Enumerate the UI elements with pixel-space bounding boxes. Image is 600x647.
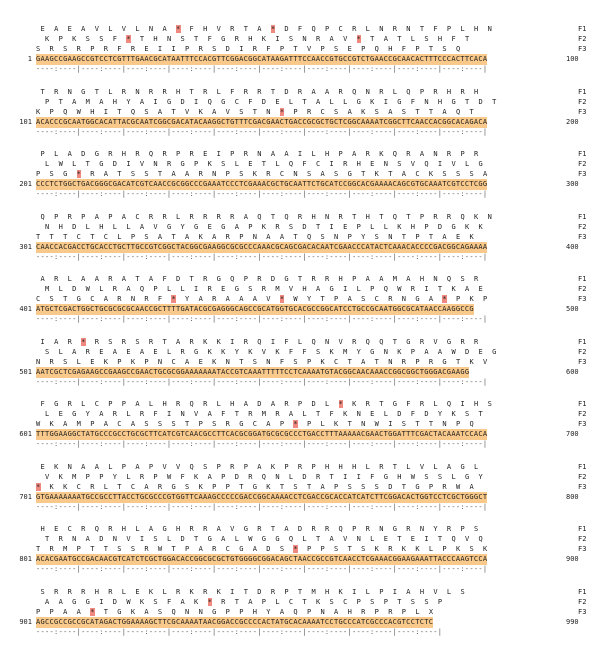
- translation-f1: F G R L C P P A L H R Q R L H A D A R P D L * K R T G F R L Q I H S: [40, 400, 493, 408]
- frame-label-f2: F2: [578, 410, 587, 418]
- sequence-block: [0, 524, 600, 584]
- end-position: 800: [566, 492, 579, 501]
- end-position: 900: [566, 555, 579, 563]
- end-position: 700: [566, 430, 579, 438]
- translation-f2: M L D W L R A Q P L L I R E G S R M V H A G I L P Q W R I T K A E: [45, 285, 484, 293]
- ruler-row: [0, 377, 600, 388]
- stop-codon-marker: *: [126, 35, 131, 43]
- end-position: 100: [566, 55, 579, 63]
- translation-f2: A A G G I D W K S F A K * R T A P L C T K S C P S P T S S P: [45, 597, 443, 606]
- sequence-block: [0, 399, 600, 459]
- frame-label-f1: F1: [578, 212, 587, 221]
- stop-codon-marker: *: [442, 295, 447, 303]
- frame-label-f3: F3: [578, 232, 587, 241]
- frame-label-f3: F3: [578, 170, 587, 178]
- dna-sequence: AATCGCTCGAGAAGCCGAAGCCGAACTGCGCGGAAAAAAATACCGTCAAATTTTTCCTCAAAATGTACGGCAACAAACCGGCGGCTGGGACGAAGG: [36, 367, 470, 376]
- sequence-block: [0, 87, 600, 147]
- stop-codon-marker: *: [279, 295, 285, 303]
- ruler-row: [0, 314, 600, 325]
- start-position: 401: [19, 305, 32, 313]
- stop-codon-marker: *: [207, 597, 213, 606]
- position-ruler: ----:----|----:----|----:----|----:----|----:----|----:----|----:----|----:----|----:----|----:----|: [36, 190, 488, 198]
- translation-f1: E A E A V L V L N A * F H V R T A * D F Q P C R L N R N T F P L H N: [40, 25, 493, 33]
- dna-sequence: CAACCACGACCTGCACCTGCTTGCCGTCGGCTACGGCGAAGGCGCGCCCAAACGCAGCGACACAATCGAACCCATACTCAAACACCCCGACGGCAGAAAA: [36, 242, 488, 251]
- ruler-row: [0, 189, 600, 200]
- dna-sequence: ACACCCGCAATGGCACATTACGCAATCGGCGACATACAAGGCTGTTTCGACGAACTGACCGCGCTGCTCGGCAAAATCGGCTTCAACCACGGCACAGACA: [36, 117, 488, 126]
- ruler-row: [0, 127, 600, 138]
- frame-label-f3: F3: [578, 545, 587, 553]
- translation-f3: W K A M P A C A S S S T P S R G C A P * P L K T N W I S T T N P Q: [36, 420, 475, 428]
- translation-f1: A R L A A R A T A F D T R G Q P R D G T R R H P A A M A H N Q S R: [40, 275, 479, 283]
- translation-f3: C S T G C A R N R F * Y A R A A A V * W Y T P A S C R N G A * P K P: [36, 295, 488, 303]
- frame-label-f1: F1: [578, 587, 587, 596]
- translation-f1: Q P R P A P A C R R L R R R R A Q T Q R H N R T H T Q T P R R Q K N: [40, 212, 493, 221]
- frame-label-f3: F3: [578, 45, 587, 53]
- sequence-block: [0, 149, 600, 209]
- start-position: 501: [19, 367, 32, 376]
- sequence-block: [0, 337, 600, 397]
- start-position: 701: [19, 492, 32, 501]
- frame-label-f3: F3: [578, 420, 587, 428]
- sequence-block: [0, 212, 600, 272]
- position-ruler: ----:----|----:----|----:----|----:----|----:----|----:----|----:----|----:----|----:----|----:----|: [36, 440, 488, 448]
- frame-label-f2: F2: [578, 472, 587, 481]
- dna-sequence: AGCCGCCGCCGCATAGACTGGAAAAGCTTCGCAAAATAACGGACCGCCCCACTATGCACAAAATCCTGCCCATCGCCCACGTCCTCTC: [36, 617, 434, 626]
- translation-f3: * K K C R L T C A R G S K P P T G K T S T A P S S S D T G P R W A: [36, 482, 475, 491]
- translation-f2: T R N A D N V I S L D T G A L W G G Q L T A V N L E T E I T Q V Q: [45, 535, 484, 543]
- sequence-block: [0, 24, 600, 84]
- stop-codon-marker: *: [356, 35, 362, 43]
- start-position: 901: [19, 617, 32, 626]
- position-ruler: ----:----|----:----|----:----|----:----|----:----|----:----|----:----|----:----|----:----|----:----|: [36, 502, 488, 511]
- stop-codon-marker: *: [293, 545, 298, 553]
- stop-codon-marker: *: [175, 25, 181, 33]
- ruler-row: [0, 502, 600, 513]
- end-position: 300: [566, 180, 579, 188]
- stop-codon-marker: *: [279, 107, 285, 116]
- stop-codon-marker: *: [338, 400, 344, 408]
- translation-f2: N H D L H L L A V G Y G E G A P K R S D T I E P L L K H P D G K K: [45, 222, 484, 231]
- end-position: 990: [566, 617, 579, 626]
- stop-codon-marker: *: [76, 170, 82, 178]
- end-position: 500: [566, 305, 579, 313]
- stop-codon-marker: *: [36, 482, 41, 491]
- translation-f1: I A R * R S R S R T A R K K I R Q I F L Q N V R Q Q T G R V G R R: [40, 337, 479, 346]
- sequence-block: [0, 274, 600, 334]
- position-ruler: ----:----|----:----|----:----|----:----|----:----|----:----|----:----|----:----|----:----|----:----|: [36, 315, 488, 323]
- stop-codon-marker: *: [90, 607, 95, 616]
- dna-sequence: GAAGCCGAAGCCGTCCTCGTTTGAACGCATAATTTCCACGTTCGGACGGCATAAGATTTCCAACCGTGCCGTCTGAACCGCAACACTTTCCCACTTCACA: [36, 55, 488, 63]
- position-ruler: ----:----|----:----|----:----|----:----|----:----|----:----|----:----|----:----|----:----|----:----|: [36, 565, 488, 573]
- translation-f3: P S G * R A T S S T A A R N P S K R C N S A S G T K T A C K S S S A: [36, 170, 488, 178]
- dna-sequence: GTGAAAAAAATGCCGCCTTACCTGCGCCCGTGGTTCAAAGCCCCCGACCGGCAAAACCTCGACCGCACCATCATCTTCGGACACTGGTCCTCGCTGGGCT: [36, 492, 488, 501]
- frame-label-f1: F1: [578, 400, 587, 408]
- frame-label-f2: F2: [578, 160, 587, 168]
- frame-label-f2: F2: [578, 597, 587, 606]
- ruler-row: [0, 564, 600, 575]
- start-position: 101: [19, 117, 32, 126]
- translation-f3: K P Q W H I T Q S A T V K A V S T N * P R C S A K S A S T T A Q T: [36, 107, 475, 116]
- start-position: 1: [27, 55, 32, 63]
- frame-label-f1: F1: [578, 525, 587, 533]
- translation-f3: N R S L E K P K P N C A E K N T S N F S P K C T A T N R P R G T K V: [36, 357, 488, 366]
- frame-label-f1: F1: [578, 150, 587, 158]
- translation-f1: P L A D G R H R Q R P R E I P R N A A I L H P A R K Q R A N R P R: [40, 150, 479, 158]
- translation-f3: S R S R P R F R E I I P R S D I R F P T V P S E P Q H F P T S Q: [36, 45, 461, 53]
- dna-sequence: ATGCTCGACTGGCTGCGCGCGCAACCGCTTTTGATACGCGAGGGCAGCCGCATGGTGCACGCCGGCATCCTGCCGCAATGGCGCATAACCAAGGCCG: [36, 305, 474, 313]
- end-position: 600: [566, 367, 579, 376]
- translation-f3: T T T C T C L P S A T A K A R P N A A T Q S N P Y S N T P T A E K: [36, 232, 475, 241]
- translation-f2: S L A R E A E A E L R G K K Y K V K F F S K M Y G N K P A A W D E G: [45, 347, 497, 356]
- dna-sequence: TTTGGAAGGCTATGCCCGCCTGCGCTTCATCGTCAACGCCTTCACGCGGATGCGCGCCCTGACCTTTAAAAACGAACTGGATTTCGACTACAAATCCACA: [36, 430, 488, 438]
- start-position: 301: [19, 242, 32, 251]
- position-ruler: ----:----|----:----|----:----|----:----|----:----|----:----|----:----|----:----|----:----|----:----|: [36, 377, 488, 386]
- end-position: 400: [566, 242, 579, 251]
- stop-codon-marker: *: [171, 295, 176, 303]
- translation-f3: P P A A * T G K A S Q N N G P P H Y A Q P N A H R P R P L X: [36, 607, 434, 616]
- translation-f1: H E C R Q R H L A G H R R A V G R T A D R R Q P R N G R N Y R P S: [40, 525, 479, 533]
- translation-f1: S R R R H R L E K L R K R K I T D R P T M H K I L P I A H V L S: [40, 587, 465, 596]
- translation-f2: K P K S S F * T H N S T F G R H K I S N R A V * T A T L S H F T: [45, 35, 470, 43]
- frame-label-f3: F3: [578, 295, 587, 303]
- translation-f2: L E G Y A R L R F I N V A F T R M R A L T F K N E L D F D Y K S T: [45, 410, 484, 418]
- dna-sequence: CCCTCTGGCTGACGGGCGACATCGTCAACCGCGGCCCGAAATCCCTCGAAACGCTGCAATTCTGCATCCGGCACGAAAACAGCGTGCAAATCGTCCTCGG: [36, 180, 488, 188]
- ruler-row: [0, 252, 600, 263]
- frame-label-f3: F3: [578, 607, 587, 616]
- frame-label-f2: F2: [578, 347, 587, 356]
- position-ruler: ----:----|----:----|----:----|----:----|----:----|----:----|----:----|----:----|----:----|: [36, 627, 443, 636]
- frame-label-f1: F1: [578, 337, 587, 346]
- frame-label-f1: F1: [578, 275, 587, 283]
- frame-label-f3: F3: [578, 357, 587, 366]
- end-position: 200: [566, 117, 579, 126]
- position-ruler: ----:----|----:----|----:----|----:----|----:----|----:----|----:----|----:----|----:----|----:----|: [36, 252, 488, 261]
- position-ruler: ----:----|----:----|----:----|----:----|----:----|----:----|----:----|----:----|----:----|----:----|: [36, 127, 488, 136]
- frame-label-f1: F1: [578, 87, 587, 96]
- position-ruler: ----:----|----:----|----:----|----:----|----:----|----:----|----:----|----:----|----:----|----:----|: [36, 65, 488, 73]
- frame-label-f2: F2: [578, 535, 587, 543]
- frame-label-f2: F2: [578, 222, 587, 231]
- frame-label-f3: F3: [578, 482, 587, 491]
- frame-label-f1: F1: [578, 25, 587, 33]
- start-position: 201: [19, 180, 32, 188]
- ruler-row: [0, 64, 600, 75]
- frame-label-f2: F2: [578, 35, 587, 43]
- stop-codon-marker: *: [293, 420, 298, 428]
- start-position: 601: [19, 430, 32, 438]
- sequence-block: [0, 462, 600, 522]
- start-position: 801: [19, 555, 32, 563]
- frame-label-f2: F2: [578, 285, 587, 293]
- stop-codon-marker: *: [81, 337, 86, 346]
- ruler-row: [0, 439, 600, 450]
- frame-label-f3: F3: [578, 107, 587, 116]
- translation-f2: L W L T G D I V N R G P K S L E T L Q F C I R H E N S V Q I V L G: [45, 160, 484, 168]
- translation-f1: E K N A A L P A P V V Q S P R P A K P R P H H H L R T L V L A G L: [40, 462, 479, 471]
- translation-f2: V K M P P Y L R P W F K A P D R Q N L D R T I I F G H W S S L G Y: [45, 472, 484, 481]
- translation-f3: T R M P T T S S R W T P A R C G A D S * P P S T S K R K K L P K S K: [36, 545, 488, 553]
- sequence-block: [0, 587, 600, 647]
- frame-label-f1: F1: [578, 462, 587, 471]
- translation-f2: P T A M A H Y A I G D I Q G C F D E L T A L L G K I G F N H G T D T: [45, 97, 497, 106]
- stop-codon-marker: *: [270, 25, 276, 33]
- dna-sequence: ACACGAATGCCGACAACGTCATCTCGCTGGACACCGGCGCGCTGTGGGGCGGACAGCTAACCGCCGTCAACCTCGAAACGGAAGAAATTACCCAAGTCCA: [36, 555, 488, 563]
- ruler-row: [0, 627, 600, 638]
- translation-f1: T R N G T L R N R R H T R L F R R T D R A A R Q N R L Q P R H R H: [40, 87, 479, 96]
- frame-label-f2: F2: [578, 97, 587, 106]
